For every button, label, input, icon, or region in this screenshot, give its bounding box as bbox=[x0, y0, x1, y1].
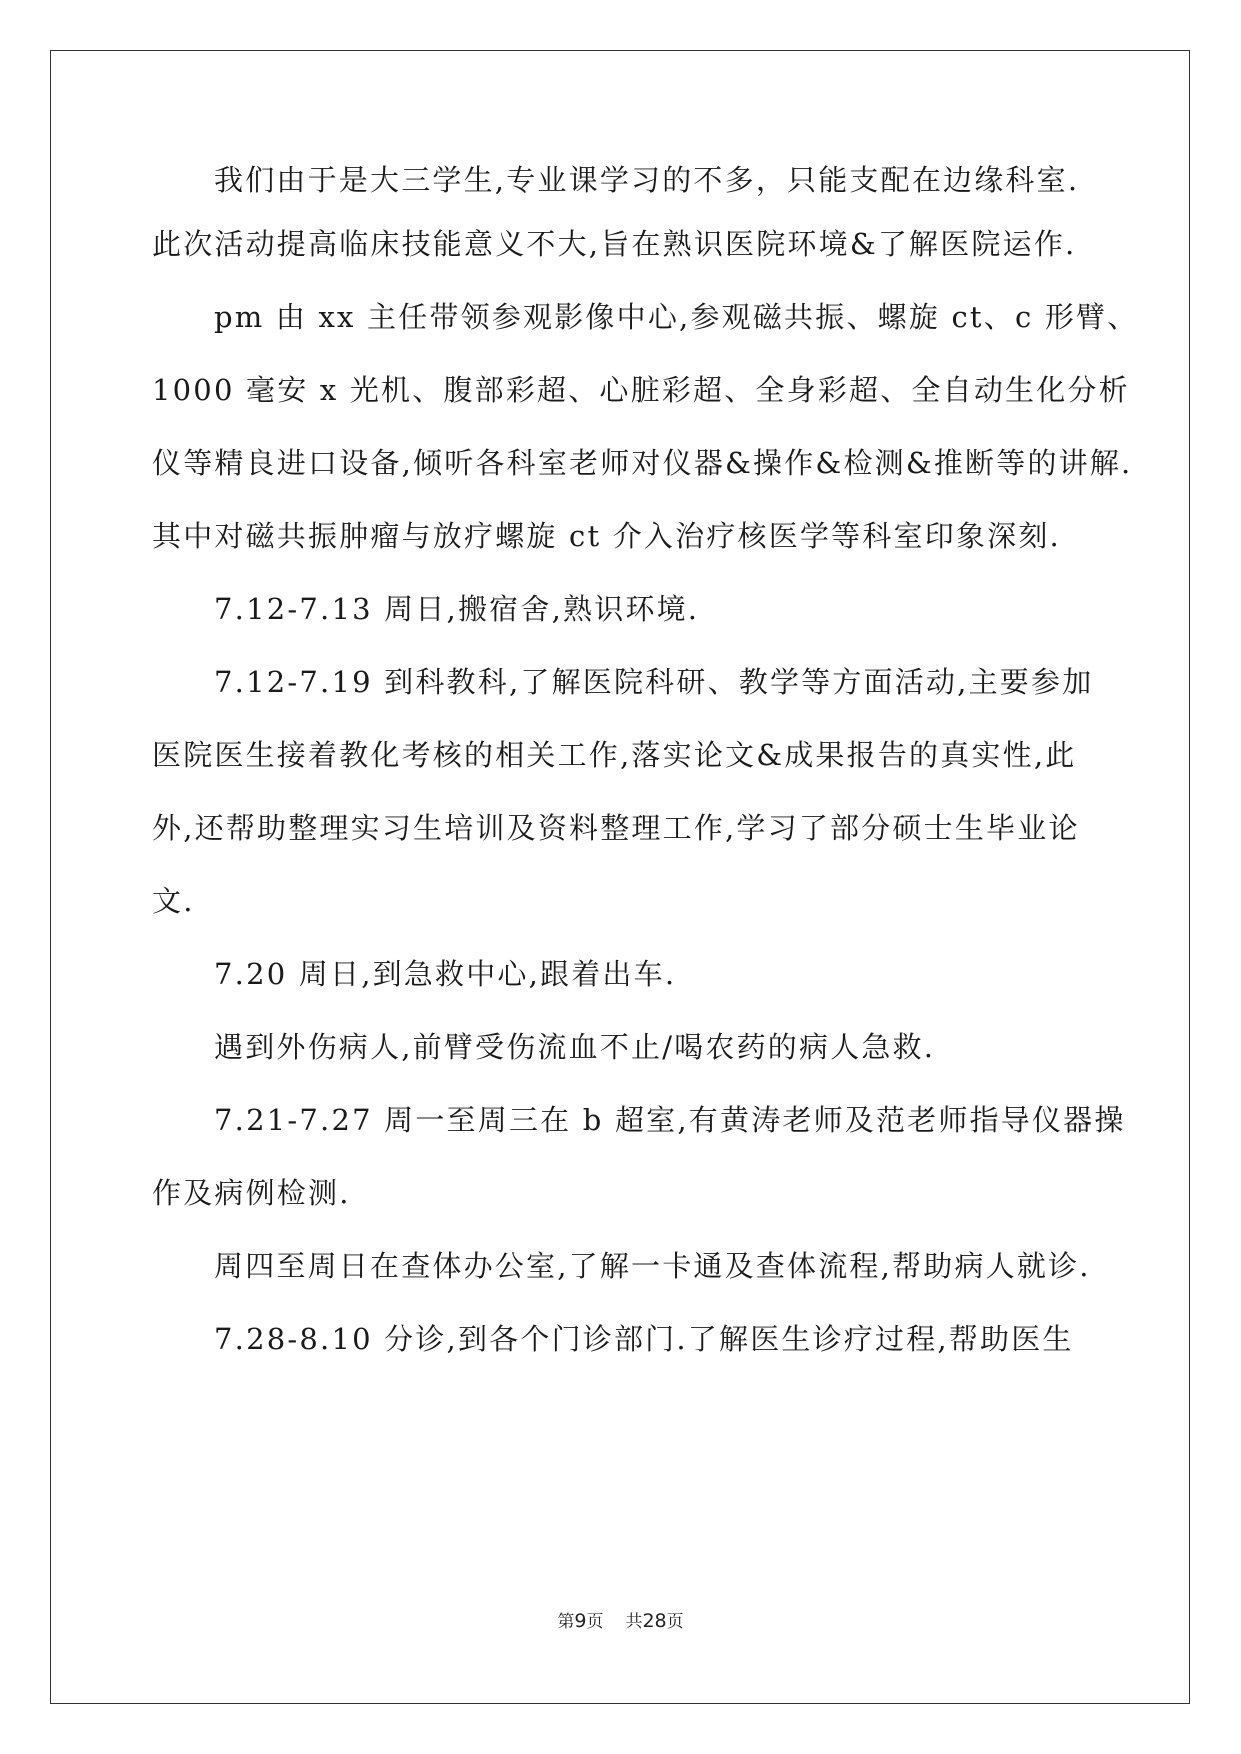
text-line-8: 7.12-7.19 到科教科,了解医院科研、教学等方面活动,主要参加 bbox=[214, 665, 1094, 699]
text-line-4: 1000 毫安 x 光机、腹部彩超、心脏彩超、全身彩超、全自动生化分析 bbox=[152, 373, 1130, 407]
total-suffix: 页 bbox=[666, 1612, 684, 1632]
page-prefix: 第 bbox=[557, 1612, 575, 1632]
text-line-15: 作及病例检测. bbox=[152, 1176, 351, 1210]
text-line-3: pm 由 xx 主任带领参观影像中心,参观磁共振、螺旋 ct、c 形臂、 bbox=[214, 300, 1139, 334]
text-line-12: 7.20 周日,到急救中心,跟着出车. bbox=[214, 957, 677, 991]
page-suffix: 页 bbox=[586, 1612, 604, 1632]
page-footer bbox=[0, 1609, 1241, 1634]
page-number: 9 bbox=[574, 1610, 587, 1632]
text-line-17: 7.28-8.10 分诊,到各个门诊部门.了解医生诊疗过程,帮助医生 bbox=[214, 1322, 1074, 1356]
text-line-13: 遇到外伤病人,前臂受伤流血不止/喝农药的病人急救. bbox=[214, 1030, 936, 1064]
text-line-1: 我们由于是大三学生,专业课学习的不多，只能支配在边缘科室. bbox=[214, 163, 1080, 197]
text-line-10: 外,还帮助整理实习生培训及资料整理工作,学习了部分硕士生毕业论 bbox=[152, 811, 1080, 845]
total-pages: 28 bbox=[642, 1610, 667, 1632]
text-line-16: 周四至周日在查体办公室,了解一卡通及查体流程,帮助病人就诊. bbox=[214, 1249, 1091, 1283]
text-line-5: 仪等精良进口设备,倾听各科室老师对仪器&操作&检测&推断等的讲解. bbox=[152, 446, 1133, 480]
text-line-6: 其中对磁共振肿瘤与放疗螺旋 ct 介入治疗核医学等科室印象深刻. bbox=[152, 519, 1061, 553]
text-line-7: 7.12-7.13 周日,搬宿舍,熟识环境. bbox=[214, 592, 700, 626]
text-line-9: 医院医生接着教化考核的相关工作,落实论文&成果报告的真实性,此 bbox=[152, 738, 1077, 772]
text-line-11: 文. bbox=[152, 884, 195, 918]
total-prefix: 共 bbox=[625, 1612, 643, 1632]
text-line-2: 此次活动提高临床技能意义不大,旨在熟识医院环境&了解医院运作. bbox=[152, 227, 1077, 261]
text-line-14: 7.21-7.27 周一至周三在 b 超室,有黄涛老师及范老师指导仪器操 bbox=[214, 1103, 1126, 1137]
